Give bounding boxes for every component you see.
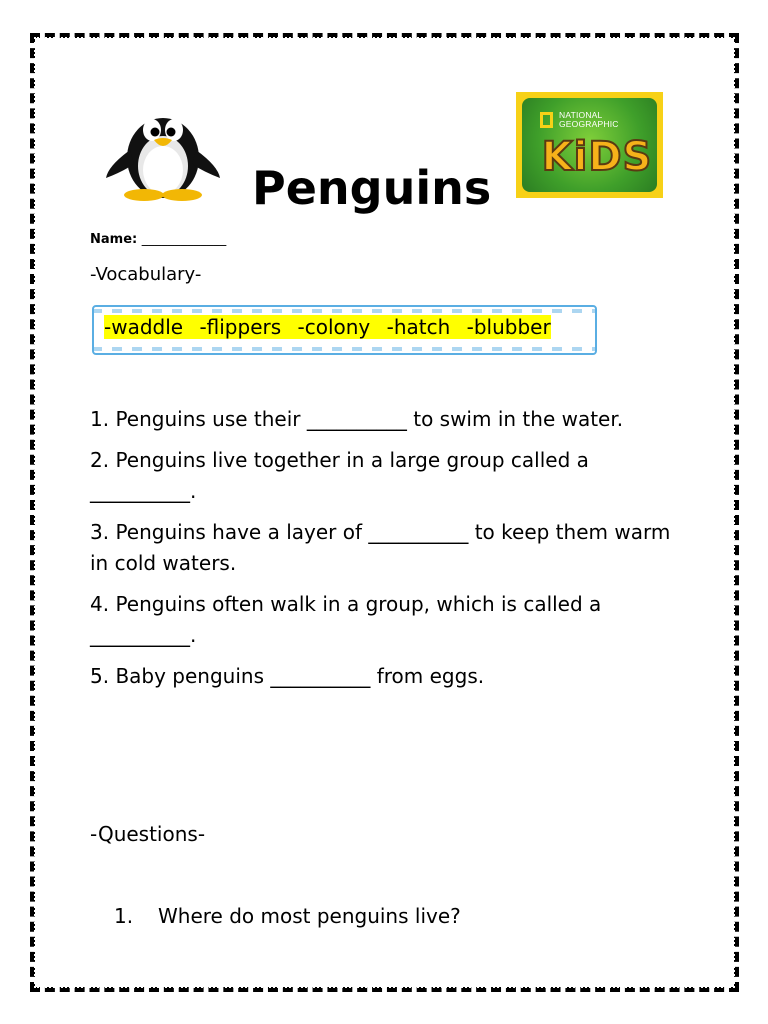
vocabulary-heading: -Vocabulary- — [90, 264, 202, 285]
fill-in-list — [90, 404, 690, 702]
natgeo-kids-text: KiDS — [541, 134, 653, 180]
fill-in-item: 3. Penguins have a layer of __________ to keep them warm in cold waters. — [90, 520, 671, 575]
fill-in-item: 1. Penguins use their __________ to swim in the water. — [90, 407, 624, 431]
natgeo-kids-logo — [516, 92, 663, 198]
natgeo-frame-icon — [540, 112, 553, 128]
vocabulary-words: -waddle -flippers -colony -hatch -blubber — [104, 315, 551, 339]
name-blank: _____________ — [141, 232, 227, 247]
fill-in-item: 4. Penguins often walk in a group, which is called a __________. — [90, 592, 602, 647]
vocabulary-box — [92, 305, 597, 355]
question-number: 1. — [114, 904, 134, 928]
question-text: Where do most penguins live? — [158, 904, 461, 928]
penguin-icon — [104, 100, 222, 202]
name-label: Name: — [90, 232, 138, 247]
vocabulary-words-container — [104, 313, 594, 341]
questions-heading: -Questions- — [90, 822, 206, 846]
fill-in-item: 5. Baby penguins __________ from eggs. — [90, 664, 485, 688]
name-field — [90, 232, 226, 247]
natgeo-brand-text: NATIONAL GEOGRAPHIC — [559, 110, 619, 129]
fill-in-item: 2. Penguins live together in a large group called a __________. — [90, 448, 589, 503]
question-item — [114, 904, 461, 928]
page-title: Penguins — [252, 161, 492, 215]
